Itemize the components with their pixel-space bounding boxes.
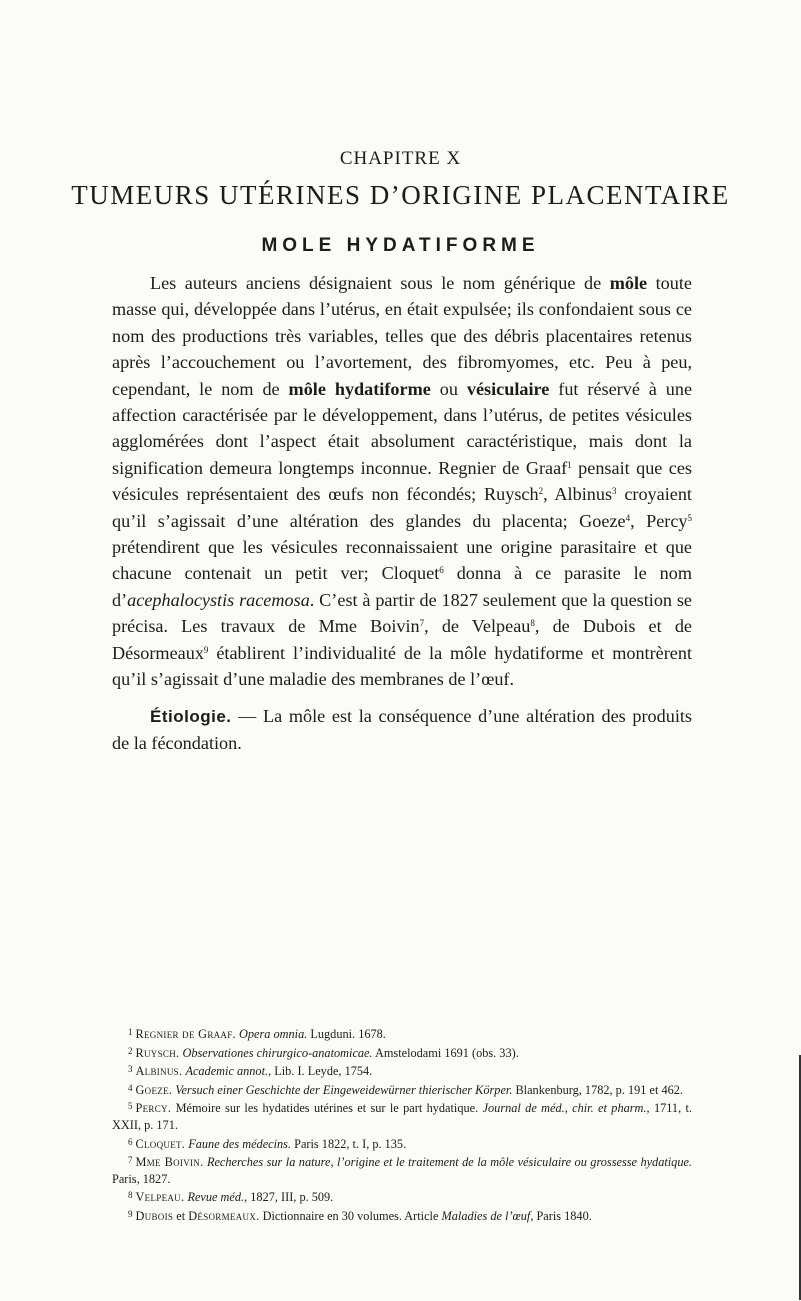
footnote: $^5$ Percy. Mémoire sur les hydatides utérines et sur le part hydatique. Journal de méd., chir. et pharm., 1711, t. XXII, p. 171. [112, 1101, 693, 1132]
footnote: $^6$ Cloquet. Faune des médecins. Paris 1822, t. I, p. 135. [128, 1136, 407, 1151]
footnote: $^9$ Dubois et Désormeaux. Dictionnaire en 30 volumes. Article Maladies de l’œuf, Paris 1840. [128, 1208, 592, 1223]
footnote-ref: 3 [612, 486, 617, 497]
footnote-ref: 6 [439, 565, 444, 576]
footnote-ref: 9 [203, 644, 209, 655]
footnote: $^7$ Mme Boivin. Recherches sur la nature, l’origine et le traitement de la môle vésiculaire ou grossesse hydatique. Paris, 1827. [112, 1155, 693, 1186]
latin-term: acephalocystis racemosa [127, 589, 310, 610]
paragraph-etiologie: Étiologie. — La môle est la conséquence d’une altération des produits de la fécondation. [112, 705, 693, 753]
footnotes [112, 1024, 692, 1225]
footnote: $^3$ Albinus. Academic annot., Lib. I. Leyde, 1754. [128, 1064, 373, 1079]
footnote: $^4$ Goeze. Versuch einer Geschichte der Eingeweidewürner thierischer Körper. Blankenburg, 1782, p. 191 et 462. [128, 1082, 683, 1097]
term-mole-hydatiforme: môle hydatiforme [288, 378, 431, 399]
footnote-ref: 1 [567, 459, 572, 470]
term-mole: môle [609, 273, 648, 293]
term-vesiculaire: vésiculaire [466, 378, 550, 399]
body-text [112, 270, 692, 756]
footnote-ref: 8 [530, 618, 535, 629]
subsection-heading: Étiologie. [150, 706, 232, 726]
chapter-heading: CHAPITRE X [339, 148, 462, 169]
footnote: $^1$ Regnier de Graaf. Opera omnia. Lugduni. 1678. [128, 1027, 386, 1041]
footnote-ref: 2 [538, 486, 544, 497]
footnote: $^2$ Ruysch. Observationes chirurgico-anatomicae. Amstelodami 1691 (obs. 33). [128, 1045, 519, 1060]
footnote-ref: 5 [687, 512, 692, 523]
chapter-title: TUMEURS UTÉRINES D’ORIGINE PLACENTAIRE [71, 180, 730, 210]
section-heading: MOLE HYDATIFORME [261, 235, 540, 256]
paragraph-intro: Les auteurs anciens désignaient sous le nom générique de môle toute masse qui, développée dans l’utérus, en était expulsée; ils confondaient sous ce nom des productions très variables, telles que des débris placentaires retenus après l’accouchement ou l’avortement, des fibromyomes, etc. Peu à peu, cependant, le nom de môle hydatiforme ou vésiculaire fut réservé à une affection caractérisée par le développement, dans l’utérus, de petites vésicules agglomérées dont l’aspect était absolument caractéristique, mais dont la signification demeura longtemps inconnue. Regnier de Graaf$^1$ pensait que ces vésicules représentaient des œufs non fécondés; Ruysch$^2$, Albinus$^3$ croyaient qu’il s’agissait d’une altération des glandes du placenta; Goeze$^4$, Percy$^5$ prétendirent que les vésicules reconnaissaient une origine parasitaire et que chacune contenait un petit ver; Cloquet$^6$ donna à ce parasite le nom d’acephalocystis racemosa. C’est à partir de 1827 seulement que la question se précisa. Les travaux de Mme Boivin$^7$, de Velpeau$^8$, de Dubois et de Désormeaux$^9$ établirent l’individualité de la môle hydatiforme et montrèrent qu’il s’agissait d’une maladie des membranes de l’œuf. [112, 273, 693, 690]
footnote-ref: 4 [625, 512, 631, 523]
footnote: $^8$ Velpeau. Revue méd., 1827, III, p. 509. [128, 1190, 334, 1205]
footnote-ref: 7 [419, 618, 425, 629]
